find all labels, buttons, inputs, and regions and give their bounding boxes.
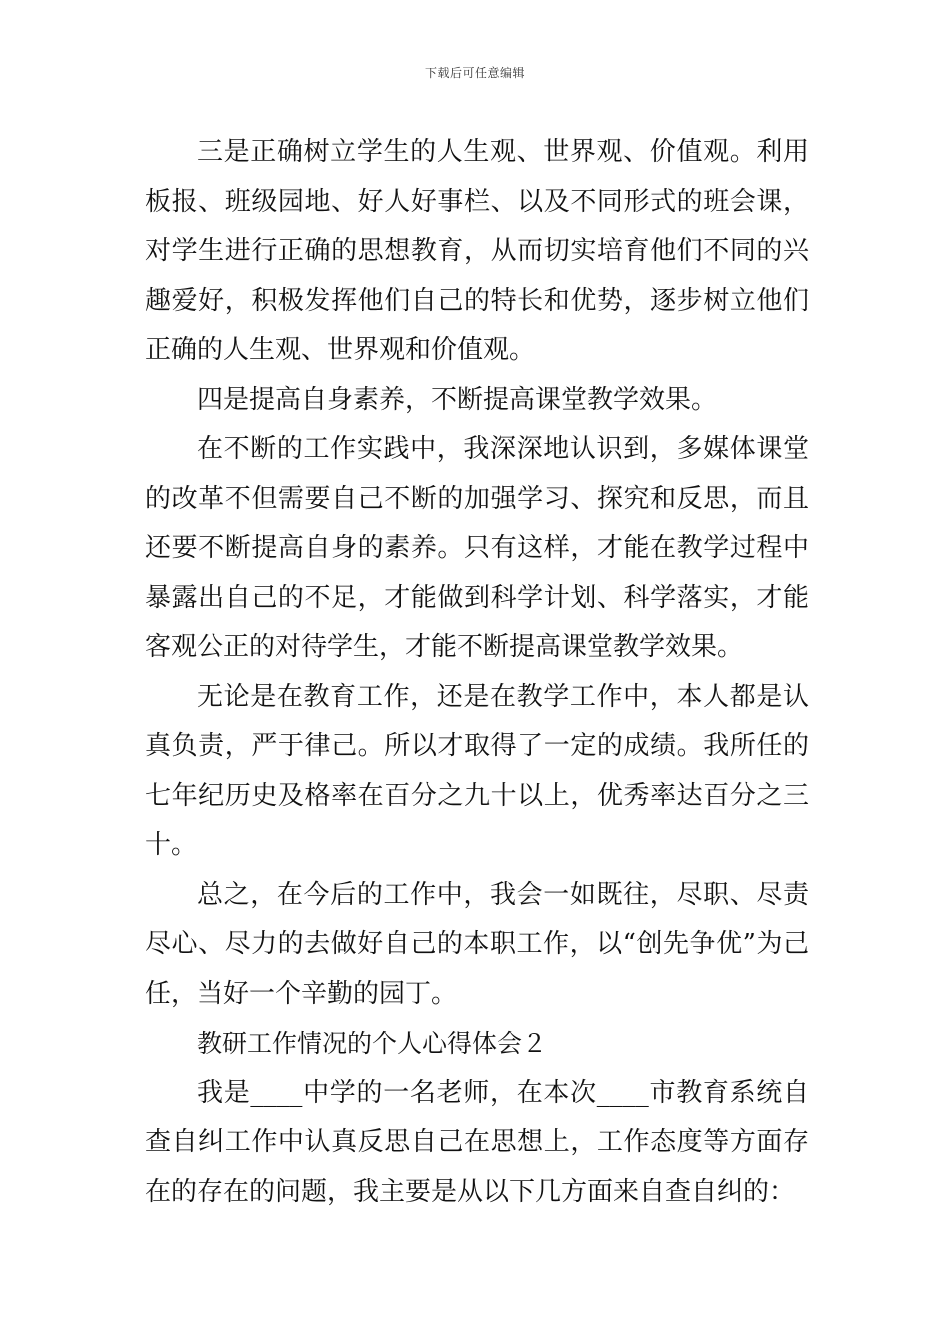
page-header-note: 下载后可任意编辑	[424, 66, 525, 80]
paragraph-conclusion: 总之，在今后的工作中，我会一如既往，尽职、尽责尽心、尽力的去做好自己的本职工作，以“创先争优”为己任，当好一个辛勤的园丁。	[145, 879, 809, 1009]
section-title: 教研工作情况的个人心得体会２	[197, 1029, 548, 1058]
paragraph-practice-reflection: 在不断的工作实践中，我深深地认识到，多媒体课堂的改革不但需要自己不断的加强学习、探究和反思，而且还要不断提高自身的素养。只有这样，才能在教学过程中暴露出自己的不足，才能做到科学计划、科学落实，才能客观公正的对待学生，才能不断提高课堂教学效果。	[145, 434, 809, 662]
paragraph-self-check: 我是____中学的一名老师，在本次____市教育系统自查自纠工作中认真反思自己在思想上，工作态度等方面存在的存在的问题，我主要是从以下几方面来自查自纠的：	[145, 1077, 809, 1207]
document-body	[145, 128, 809, 1217]
paragraph-self-improvement: 四是提高自身素养，不断提高课堂教学效果。	[197, 384, 718, 415]
paragraph-values-education: 三是正确树立学生的人生观、世界观、价值观。利用板报、班级园地、好人好事栏、以及不同形式的班会课，对学生进行正确的思想教育，从而切实培育他们不同的兴趣爱好，积极发挥他们自己的特长和优势，逐步树立他们正确的人生观、世界观和价值观。	[145, 137, 809, 365]
paragraph-results: 无论是在教育工作，还是在教学工作中，本人都是认真负责，严于律己。所以才取得了一定的成绩。我所任的七年纪历史及格率在百分之九十以上，优秀率达百分之三十。	[145, 681, 809, 860]
